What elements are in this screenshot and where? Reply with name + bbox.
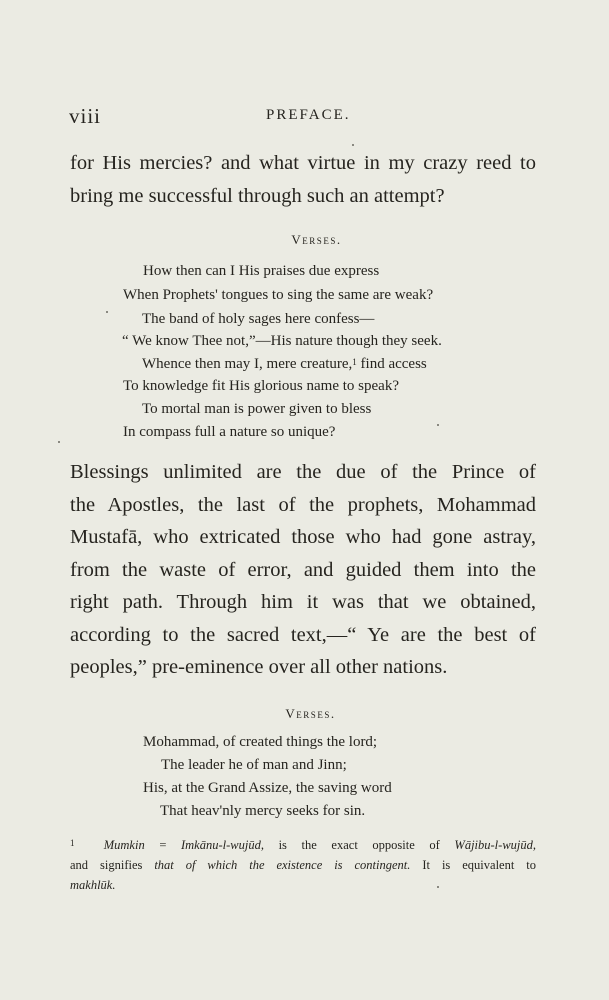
paragraph-line: according to the sacred text,—“ Ye are the best of xyxy=(70,623,536,646)
footnote-text: It is equivalent to xyxy=(410,858,536,872)
page-number: viii xyxy=(69,104,102,128)
verse-line: The leader he of man and Jinn; xyxy=(161,757,347,773)
footnote-line xyxy=(70,875,536,895)
paper-speck xyxy=(352,144,354,146)
footnote-term-final: makhlūk. xyxy=(70,878,116,892)
running-title: PREFACE. xyxy=(266,107,351,123)
verses-heading-1: Verses. xyxy=(291,232,342,247)
footnote-marker: 1 xyxy=(352,357,357,367)
verse-line: How then can I His praises due express xyxy=(143,263,380,279)
verse-line: The band of holy sages here confess— xyxy=(142,311,375,327)
footnote-equals: = xyxy=(144,838,181,852)
footnote xyxy=(70,835,536,895)
paragraph-line: Blessings unlimited are the due of the Prince of xyxy=(70,461,536,483)
verse-text: find access xyxy=(360,356,427,372)
footnote-text: and signifies xyxy=(70,858,155,872)
verse-line: “ We know Thee not,”—His nature though they seek. xyxy=(122,333,442,349)
footnote-text: is the exact opposite of xyxy=(263,838,455,852)
page-header xyxy=(69,104,549,130)
paper-speck xyxy=(106,311,108,313)
paragraph-line: Mustafā, who extricated those who had gone astray, xyxy=(70,526,536,548)
verse-line: To mortal man is power given to bless xyxy=(142,401,372,417)
paper-speck xyxy=(437,424,439,426)
footnote-line xyxy=(70,855,536,875)
footnote-term-equiv: Imkānu-l-wujūd, xyxy=(180,838,264,852)
paragraph-1 xyxy=(70,147,536,212)
paper-speck xyxy=(58,441,60,443)
footnote-term-opposite: Wājibu-l-wujūd, xyxy=(454,838,536,852)
footnote-line xyxy=(70,835,536,855)
footnote-term: Mumkin xyxy=(103,838,145,852)
paragraph-line: bring me successful through such an attempt? xyxy=(70,184,445,207)
paragraph-line: for His mercies? and what virtue in my crazy reed to xyxy=(70,152,536,174)
footnote-marker: 1 xyxy=(70,838,75,848)
verse-line-with-footnote xyxy=(142,355,427,373)
footnote-definition: that of which the existence is contingent. xyxy=(154,858,411,872)
verse-line: Mohammad, of created things the lord; xyxy=(143,734,378,750)
verse-line: In compass full a nature so unique? xyxy=(123,424,336,440)
paragraph-line: from the waste of error, and guided them into the xyxy=(70,558,536,581)
verses-heading-2: Verses. xyxy=(285,706,336,721)
paragraph-line: right path. Through him it was that we obtained, xyxy=(70,591,536,613)
verse-line: His, at the Grand Assize, the saving word xyxy=(143,780,392,796)
paragraph-2 xyxy=(70,456,536,684)
verse-line: That heav'nly mercy seeks for sin. xyxy=(160,803,366,819)
paragraph-line: the Apostles, the last of the prophets, Mohammad xyxy=(70,493,536,516)
paragraph-line: peoples,” pre-eminence over all other nations. xyxy=(70,656,448,678)
paper-speck xyxy=(437,886,439,888)
verse-line: When Prophets' tongues to sing the same are weak? xyxy=(123,287,434,303)
verse-text: Whence then may I, mere creature, xyxy=(142,356,353,372)
verse-line: To knowledge fit His glorious name to speak? xyxy=(123,378,399,394)
